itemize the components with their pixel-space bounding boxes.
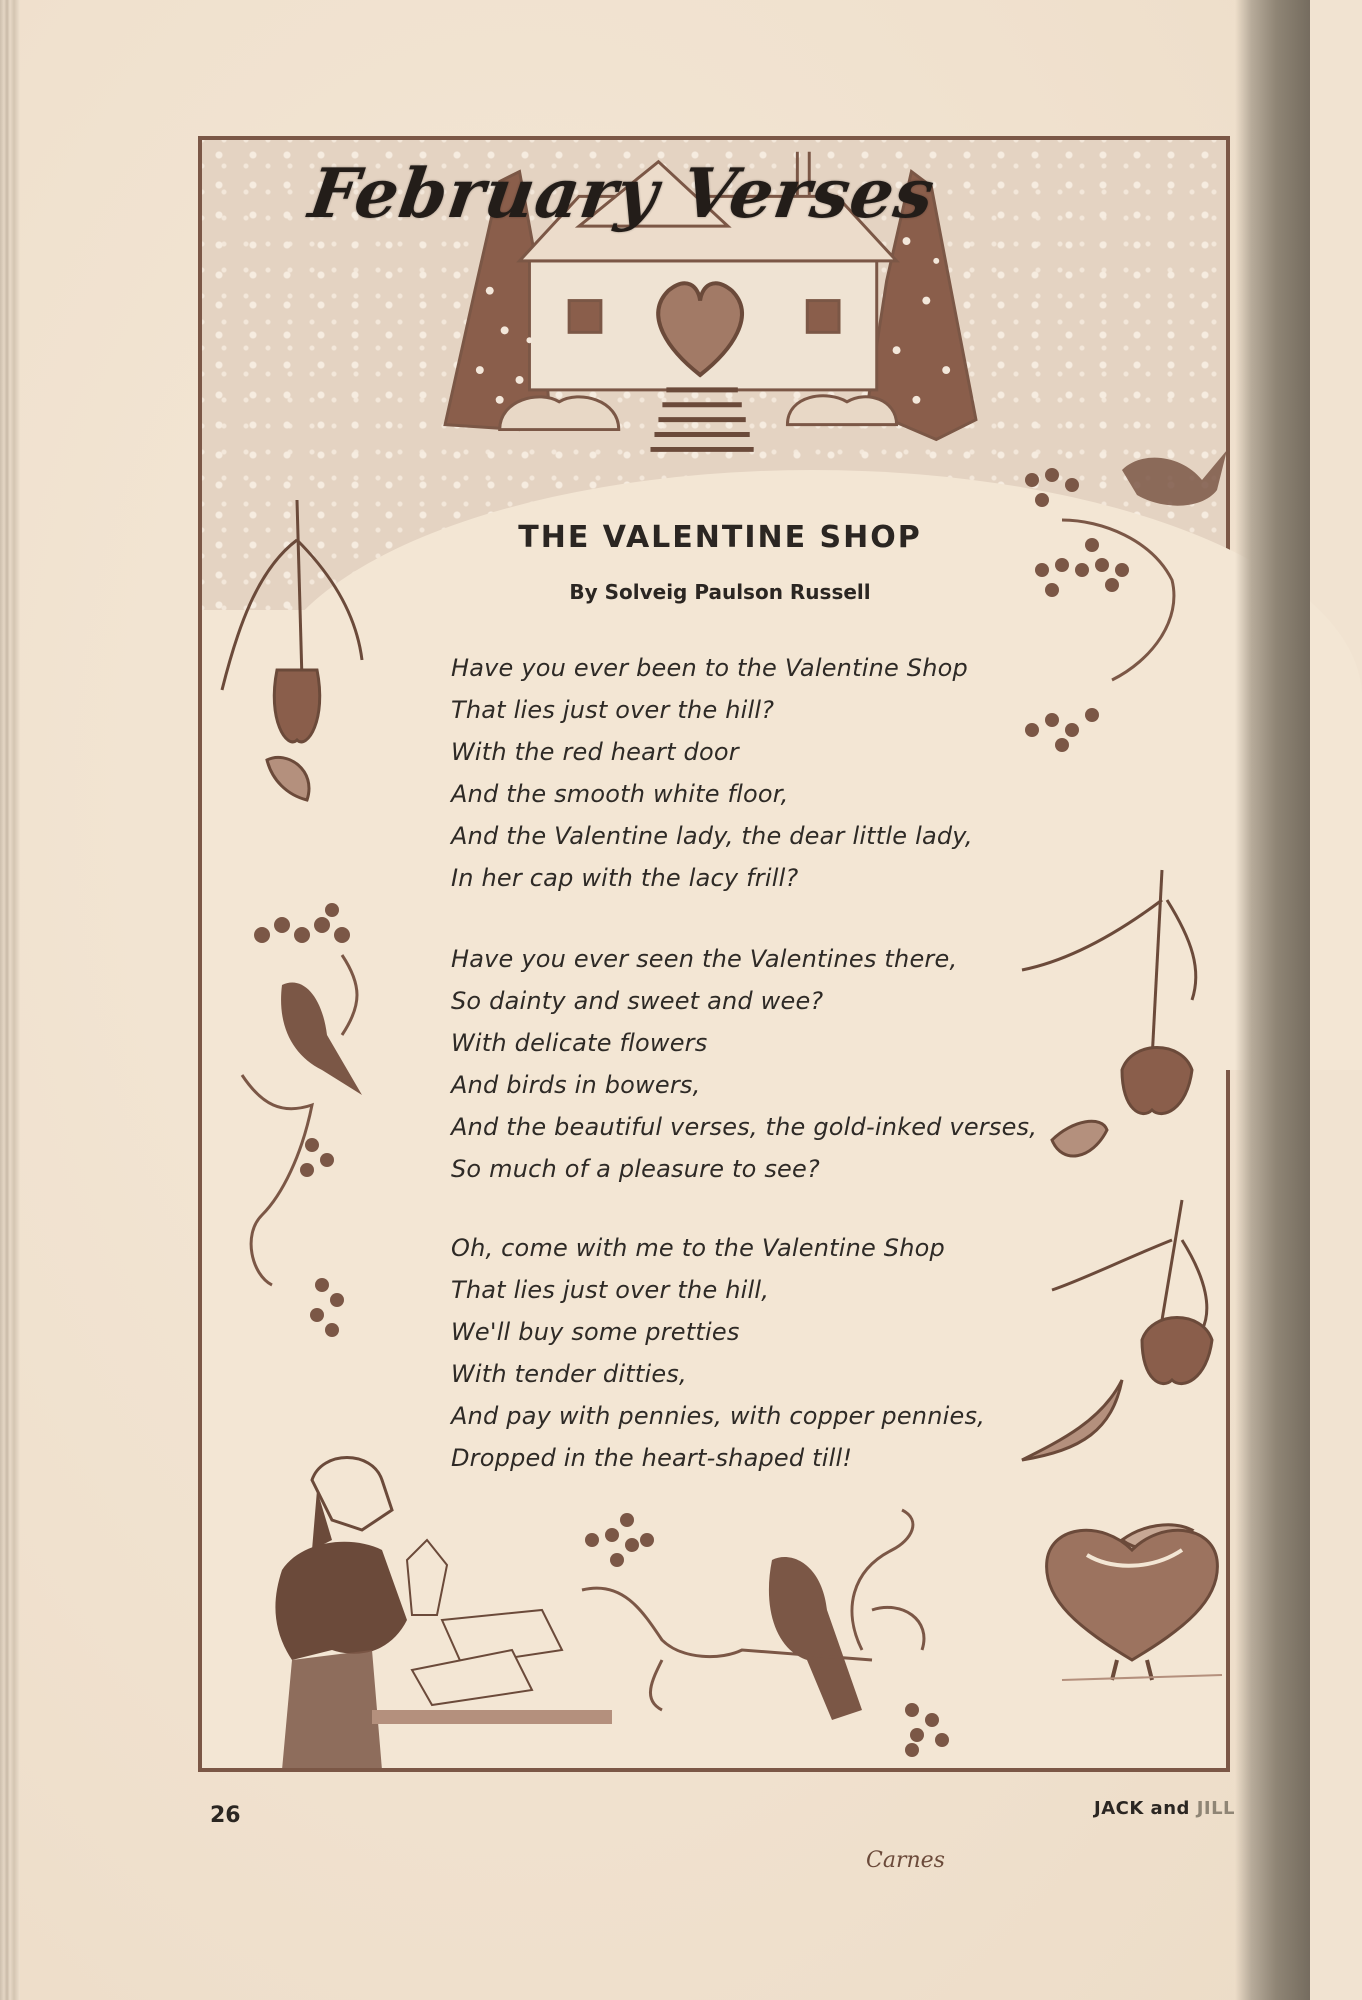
heart-till-illustration	[1032, 1510, 1232, 1690]
poem-line: With delicate flowers	[451, 1029, 708, 1057]
poem-line: And the Valentine lady, the dear little lady,	[451, 822, 973, 850]
stanza-2	[451, 938, 1037, 1190]
poem-line: That lies just over the hill?	[451, 696, 775, 724]
poem-line: Have you ever been to the Valentine Shop	[451, 654, 968, 682]
poem-line: And the beautiful verses, the gold-inked verses,	[451, 1113, 1038, 1141]
section-title: February Verses	[304, 154, 940, 234]
stanza-3	[451, 1227, 985, 1479]
book-gutter-shadow	[1235, 0, 1310, 2000]
magazine-name-visible: JACK and	[1094, 1798, 1190, 1819]
poem-byline: By Solveig Paulson Russell	[569, 580, 871, 604]
poem-title: THE VALENTINE SHOP	[518, 520, 922, 555]
poem-line: With the red heart door	[451, 738, 739, 766]
poem-line: Have you ever seen the Valentines there,	[451, 945, 958, 973]
poem-line: And birds in bowers,	[451, 1071, 701, 1099]
poem-line: We'll buy some pretties	[451, 1318, 740, 1346]
page-edge	[0, 0, 20, 2000]
poem-line: Dropped in the heart-shaped till!	[451, 1444, 853, 1472]
magazine-name-faded: JILL	[1196, 1798, 1236, 1819]
page-number: 26	[210, 1803, 241, 1828]
artist-signature: Carnes	[866, 1848, 945, 1873]
right-bird-berries-illustration	[1002, 430, 1232, 760]
poem-line: Oh, come with me to the Valentine Shop	[451, 1234, 945, 1262]
poem-line: In her cap with the lacy frill?	[451, 864, 799, 892]
right-tulips-illustration	[1012, 860, 1232, 1580]
bottom-bird-swirls-illustration	[572, 1510, 1052, 1760]
stanza-1	[451, 647, 973, 899]
poem-line: With tender ditties,	[451, 1360, 687, 1388]
poem-line: And pay with pennies, with copper pennies,	[451, 1402, 985, 1430]
left-tulip-illustration	[197, 480, 377, 820]
poem-line: So much of a pleasure to see?	[451, 1155, 820, 1183]
poem-line: That lies just over the hill,	[451, 1276, 770, 1304]
poem-line: And the smooth white floor,	[451, 780, 789, 808]
magazine-name	[1094, 1798, 1235, 1819]
left-bird-berries-illustration	[222, 895, 382, 1365]
poem-line: So dainty and sweet and wee?	[451, 987, 824, 1015]
